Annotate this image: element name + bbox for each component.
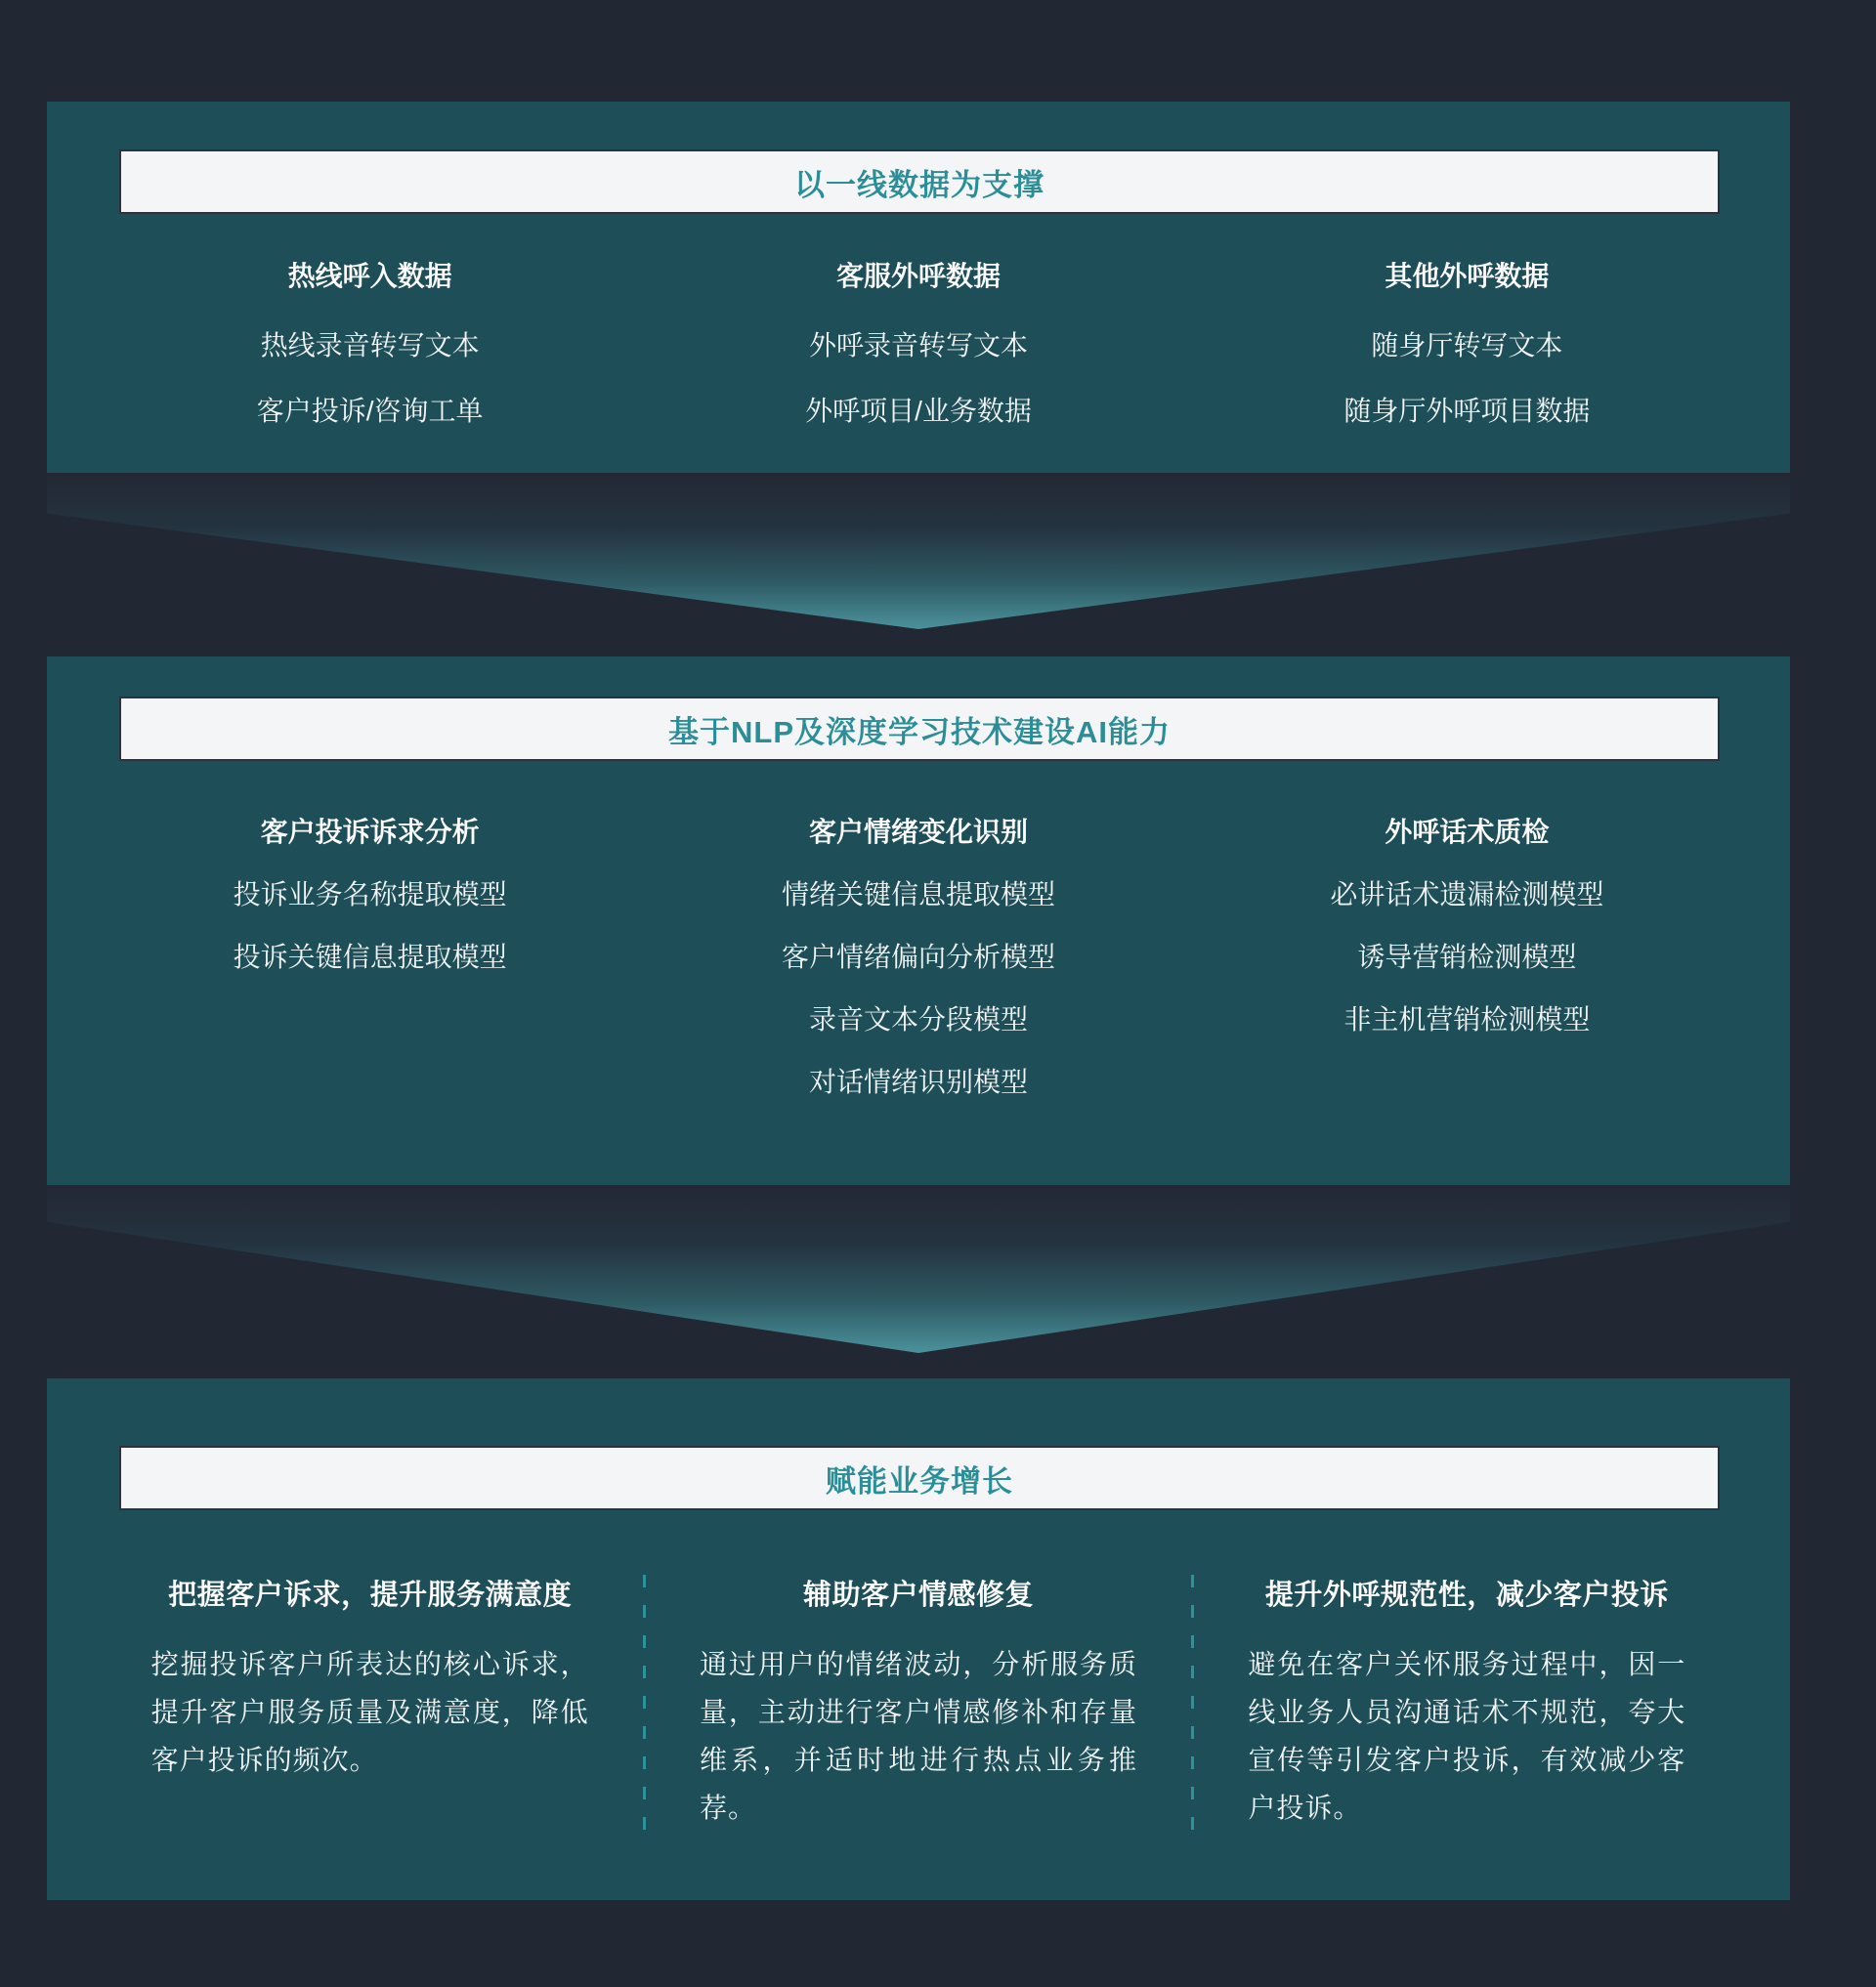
- dashed-column-divider: [1191, 1575, 1194, 1837]
- benefit-body: 避免在客户关怀服务过程中，因一线业务人员沟通话术不规范，夸大宣传等引发客户投诉，有效减少客户投诉。: [1248, 1649, 1686, 1823]
- list-item: 客户投诉/咨询工单: [256, 395, 484, 426]
- column-complaint-analysis: [96, 799, 644, 1112]
- column-service-outbound: [644, 238, 1192, 442]
- panel-ai-capabilities: [47, 656, 1790, 1185]
- column-script-qc: [1193, 799, 1741, 1112]
- list-item: 情绪关键信息提取模型: [781, 879, 1055, 909]
- data-sources-columns: [96, 238, 1741, 442]
- column-emotion-recognition: [644, 799, 1192, 1112]
- list-item: 热线录音转写文本: [260, 329, 480, 360]
- section-title-bar: [119, 1446, 1720, 1510]
- column-header: 客户投诉诉求分析: [260, 817, 480, 847]
- column-other-outbound: [1193, 238, 1741, 442]
- section-title: 赋能业务增长: [826, 1463, 1013, 1499]
- benefit-grasp-demands: [96, 1564, 644, 1832]
- section-title-bar: [119, 149, 1720, 214]
- column-header: 热线呼入数据: [287, 261, 452, 291]
- panel-data-sources: [47, 102, 1790, 473]
- list-item: 随身厅转写文本: [1371, 329, 1563, 360]
- list-item: 必讲话术遗漏检测模型: [1330, 879, 1604, 909]
- dashed-column-divider: [643, 1575, 646, 1837]
- list-item: 诱导营销检测模型: [1357, 942, 1577, 972]
- benefit-columns: [96, 1564, 1741, 1832]
- benefit-header: 辅助客户情感修复: [802, 1579, 1034, 1611]
- section-title: 基于NLP及深度学习技术建设AI能力: [668, 714, 1171, 749]
- list-item: 外呼录音转写文本: [808, 329, 1028, 360]
- column-header: 外呼话术质检: [1385, 817, 1550, 847]
- column-hotline-inbound: [96, 238, 644, 442]
- panel-business-growth: [47, 1378, 1790, 1900]
- down-arrow-divider: [47, 1185, 1790, 1353]
- benefit-emotion-repair: [644, 1564, 1192, 1832]
- column-header: 其他外呼数据: [1385, 261, 1550, 291]
- column-header: 客服外呼数据: [835, 261, 1001, 291]
- list-item: 投诉业务名称提取模型: [233, 879, 507, 909]
- section-title-bar: [119, 697, 1720, 761]
- section-title: 以一线数据为支撑: [794, 167, 1045, 202]
- list-item: 非主机营销检测模型: [1343, 1004, 1591, 1035]
- benefit-header: 提升外呼规范性，减少客户投诉: [1264, 1579, 1669, 1611]
- ai-capability-columns: [96, 799, 1741, 1112]
- down-arrow-divider: [47, 473, 1790, 629]
- benefit-header: 把握客户诉求，提升服务满意度: [168, 1579, 573, 1611]
- benefit-outbound-compliance: [1193, 1564, 1741, 1832]
- list-item: 投诉关键信息提取模型: [233, 942, 507, 972]
- benefit-body: 通过用户的情绪波动，分析服务质量，主动进行客户情感修补和存量维系，并适时地进行热点业务推荐。: [699, 1649, 1137, 1823]
- list-item: 录音文本分段模型: [808, 1004, 1028, 1035]
- list-item: 对话情绪识别模型: [808, 1067, 1028, 1097]
- list-item: 随身厅外呼项目数据: [1343, 395, 1591, 426]
- list-item: 客户情绪偏向分析模型: [781, 942, 1055, 972]
- list-item: 外呼项目/业务数据: [805, 395, 1032, 426]
- column-header: 客户情绪变化识别: [808, 817, 1028, 847]
- benefit-body: 挖掘投诉客户所表达的核心诉求，提升客户服务质量及满意度，降低客户投诉的频次。: [150, 1649, 589, 1775]
